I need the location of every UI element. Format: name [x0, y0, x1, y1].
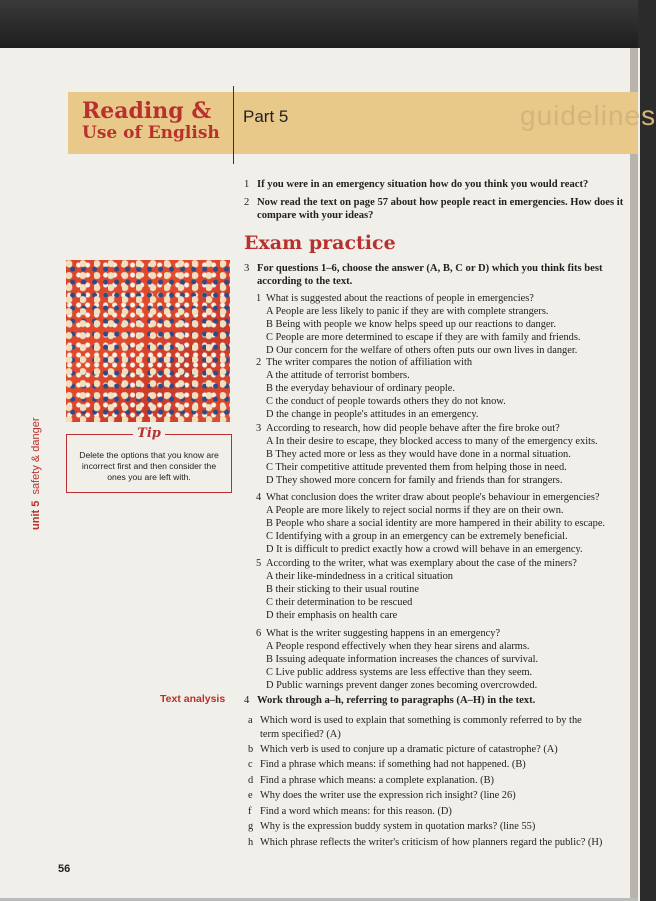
analysis-item [248, 805, 452, 818]
question-stem [256, 627, 500, 640]
question-stem [256, 491, 600, 504]
analysis-letter: c [248, 759, 253, 770]
answer-option: C the conduct of people towards others they do not know. [266, 396, 506, 407]
answer-option: B People who share a social identity are more hampered in their ability to escape. [266, 518, 606, 529]
analysis-item [248, 820, 535, 833]
answer-option: C Identifying with a group in an emergency can be extremely beneficial. [266, 531, 568, 542]
crowd-photo [66, 260, 230, 422]
question-stem [256, 356, 472, 369]
analysis-text: Find a phrase which means: if something had not happened. (B) [260, 759, 526, 770]
answer-option: C Their competitive attitude prevented them from helping those in need. [266, 462, 567, 473]
question-stem [256, 557, 577, 570]
intro-question-1: 1 If you were in an emergency situation how do you think you would react? [244, 179, 589, 190]
header-divider [233, 86, 234, 164]
question-text: What is the writer suggesting happens in an emergency? [266, 628, 501, 639]
ghost-heading: guidelines [520, 100, 656, 131]
analysis-letter: g [248, 821, 254, 832]
question-text: The writer compares the notion of affiliation with [266, 357, 473, 368]
analysis-text: Why does the writer use the expression rich insight? (line 26) [260, 790, 516, 801]
analysis-text: Which word is used to explain that something is commonly referred to by the [260, 715, 582, 726]
answer-option: C their determination to be rescued [266, 597, 413, 608]
question-stem [256, 292, 534, 305]
answer-option: A their like-mindedness in a critical situation [266, 571, 453, 582]
analysis-letter: e [248, 790, 253, 801]
analysis-text-cont: term specified? (A) [260, 729, 341, 740]
analysis-text: Why is the expression buddy system in quotation marks? (line 55) [260, 821, 536, 832]
answer-option: D They showed more concern for family and friends than for strangers. [266, 475, 563, 486]
question-text: What is suggested about the reactions of people in emergencies? [266, 293, 534, 304]
analysis-item [248, 836, 602, 849]
question-text: According to the writer, what was exemplary about the case of the miners? [266, 558, 577, 569]
analysis-item [248, 774, 494, 787]
answer-option: B Issuing adequate information increases the chances of survival. [266, 654, 539, 665]
answer-option: D Our concern for the welfare of others often puts our own lives in danger. [266, 345, 578, 356]
analysis-item [248, 758, 526, 771]
analysis-letter: f [248, 806, 252, 817]
answer-option: D Public warnings prevent danger zones becoming overcrowded. [266, 680, 538, 691]
question-number: 6 [256, 628, 262, 639]
answer-option: A People are more likely to reject social norms if they are on their own. [266, 505, 564, 516]
answer-option: A People are less likely to panic if they are with complete strangers. [266, 306, 549, 317]
text-analysis-label: Text analysis [160, 693, 226, 705]
analysis-letter: h [248, 837, 254, 848]
intro-question-2-cont: compare with your ideas? [257, 210, 374, 221]
analysis-text: Which verb is used to conjure up a dramatic picture of catastrophe? (A) [260, 744, 558, 755]
page-edge [630, 48, 638, 901]
analysis-question-4: 4 Work through a–h, referring to paragraphs (A–H) in the text. [244, 695, 536, 706]
question-text: According to research, how did people behave after the fire broke out? [266, 423, 560, 434]
question-stem [256, 422, 560, 435]
page-number: 56 [58, 863, 71, 875]
analysis-letter: b [248, 744, 254, 755]
tip-title: Tip [66, 426, 232, 441]
question-number: 5 [256, 558, 262, 569]
analysis-text: Find a word which means: for this reason. (D) [260, 806, 452, 817]
answer-option: C People are more determined to escape if they are with family and friends. [266, 332, 581, 343]
unit-label: unit 5 safety & danger [30, 417, 42, 530]
analysis-text: Find a phrase which means: a complete explanation. (B) [260, 775, 495, 786]
exam-practice-heading: Exam practice [244, 232, 396, 254]
question-number: 4 [256, 492, 262, 503]
answer-option: A People respond effectively when they hear sirens and alarms. [266, 641, 530, 652]
intro-question-2: 2 Now read the text on page 57 about how people react in emergencies. How does it [244, 197, 624, 208]
title-line-1: Reading & [82, 98, 212, 124]
section-title [82, 100, 220, 144]
part-label: Part 5 [243, 107, 289, 126]
exam-question-3-cont: according to the text. [257, 276, 353, 287]
analysis-item [248, 743, 558, 756]
answer-option: B the everyday behaviour of ordinary people. [266, 383, 455, 394]
question-number: 1 [256, 293, 262, 304]
analysis-text: Which phrase reflects the writer's criticism of how planners regard the public? (H) [260, 837, 603, 848]
title-line-2: Use of English [82, 123, 220, 143]
question-text: What conclusion does the writer draw about people's behaviour in emergencies? [266, 492, 600, 503]
analysis-letter: d [248, 775, 254, 786]
answer-option: D their emphasis on health care [266, 610, 398, 621]
analysis-item [248, 789, 516, 802]
answer-option: D the change in people's attitudes in an emergency. [266, 409, 479, 420]
answer-option: B They acted more or less as they would have done in a normal situation. [266, 449, 571, 460]
answer-option: A In their desire to escape, they blocked access to many of the emergency exits. [266, 436, 598, 447]
exam-question-3: 3 For questions 1–6, choose the answer (A, B, C or D) which you think fits best [244, 263, 603, 274]
question-number: 2 [256, 357, 262, 368]
answer-option: C Live public address systems are less effective than they seem. [266, 667, 533, 678]
answer-option: B their sticking to their usual routine [266, 584, 419, 595]
answer-option: A the attitude of terrorist bombers. [266, 370, 410, 381]
tip-text: Delete the options that you know are incorrect first and then consider the ones you are left with. [79, 450, 219, 482]
analysis-letter: a [248, 715, 253, 726]
answer-option: D It is difficult to predict exactly how a crowd will behave in an emergency. [266, 544, 583, 555]
question-number: 3 [256, 423, 262, 434]
analysis-item [248, 714, 582, 727]
scan-background [0, 0, 638, 48]
answer-option: B Being with people we know helps speed up our reactions to danger. [266, 319, 557, 330]
